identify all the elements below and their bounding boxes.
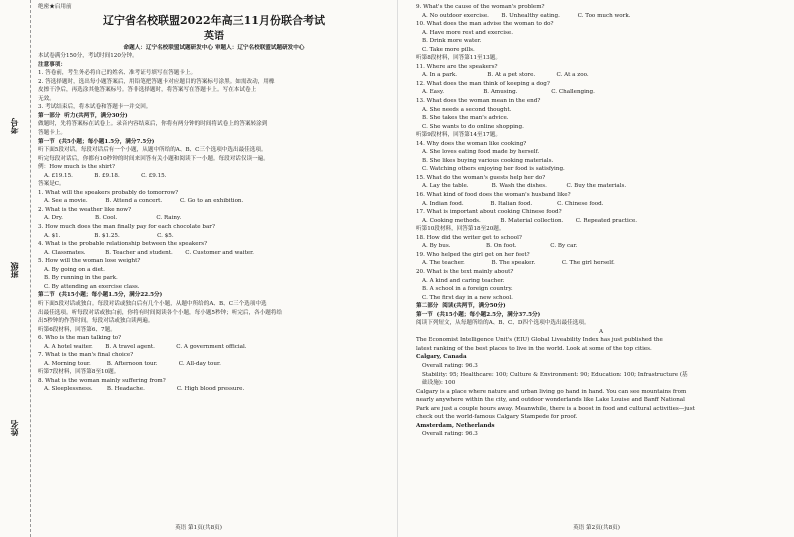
text-line: 听完每段对话后，你都有10秒钟的时间来回答有关小题和阅读下一小题。每段对话仅读一遍。 <box>38 155 269 162</box>
candidate-info-strip <box>0 0 31 537</box>
text-line: 第一节 (共15小题；每小题2.5分，满分37.5分) <box>416 311 541 318</box>
text-line: 皮擦干净后，再选涂其他答案标号。答非选择题时，将答案写在答题卡上。写在本试卷上 <box>38 87 257 94</box>
question-line: 1. 答卷前，考生务必将自己的姓名、准考证号填写在答题卡上。 <box>38 70 197 77</box>
text-line: Overall rating: 96.3 <box>422 362 478 369</box>
right-page-body <box>416 3 786 439</box>
option-line: B. By running in the park. <box>44 275 118 282</box>
option-line: A. Dry. B. Cool. C. Rainy. <box>44 215 182 222</box>
name-label: 姓名 <box>9 420 19 436</box>
option-line: B. She likes buying various cooking materials. <box>422 157 554 164</box>
question-line: 18. How did the writer get to school? <box>416 234 522 241</box>
text-line: A <box>598 328 604 335</box>
text-line: Amsterdam, Netherlands <box>416 422 495 429</box>
left-page-body <box>38 52 390 394</box>
text-line: 答题卡上。 <box>38 130 66 137</box>
left-page-content <box>38 3 390 394</box>
option-line: A. She loves eating food made by herself. <box>422 149 540 156</box>
option-line: A. A kind and caring teacher. <box>422 277 505 284</box>
option-line: A. By bus. B. On foot. C. By car. <box>422 243 578 250</box>
option-line: A. In a park. B. At a pet store. C. At a zoo. <box>422 72 589 79</box>
question-line: 12. What does the man think of keeping a dog? <box>416 80 550 87</box>
option-line: A. A hotel waiter. B. A travel agent. C. A government official. <box>44 343 247 350</box>
right-page-content <box>416 3 786 439</box>
text-line: Stability: 95; Healthcare: 100; Culture & Environment: 90; Education: 100; Infrastructure (基 <box>422 371 688 378</box>
class-label: 班级 <box>9 262 19 278</box>
text-line: Calgary, Canada <box>416 354 467 361</box>
option-line: A. She needs a second thought. <box>422 106 512 113</box>
option-line: A. The teacher. B. The speaker. C. The girl herself. <box>422 260 615 267</box>
text-line: 做题时，先将答案标在试卷上。录音内容结束后，你将有两分钟的时间将试卷上的答案转涂到 <box>38 121 268 128</box>
text-line: 无效。 <box>38 95 55 102</box>
text-line: 听第7段材料，回答第8至10题。 <box>38 369 120 376</box>
question-line: 8. What is the woman mainly suffering from? <box>38 377 166 384</box>
option-line: A. Sleeplessness. B. Headache. C. High blood pressure. <box>44 386 245 393</box>
text-line: check out the world-famous Calgary Stampede for proof. <box>416 414 578 421</box>
question-line: 7. What is the man's final choice? <box>38 352 134 359</box>
option-line: A. No outdoor exercise. B. Unhealthy eating. C. Too much work. <box>422 12 631 19</box>
option-line: B. A school in a foreign country. <box>422 286 513 293</box>
text-line: Calgary is a place where nature and urban living go hand in hand. You can see mountains from <box>416 388 687 395</box>
question-line: 5. How will the woman lose weight? <box>38 258 141 265</box>
option-line: C. Watching others enjoying her food is satisfying. <box>422 166 565 173</box>
text-line: 第二部分 阅读(共两节，满分50分) <box>416 303 506 310</box>
text-line: 阅读下列短文，从每题所给的A、B、C、D四个选项中选出最佳选项。 <box>416 320 590 327</box>
question-line: 15. What do the woman's guests help her do? <box>416 174 546 181</box>
question-line: 10. What does the man advise the woman to do? <box>416 21 554 28</box>
option-line: A. Classmates. B. Teacher and student. C. Customer and waiter. <box>44 249 254 256</box>
text-line: 听第10段材料，回答第18至20题。 <box>416 226 505 233</box>
text-line: 听下面5段对话或独白。每段对话或独白后有几个小题，从题中所给的A、B、C三个选项中选 <box>38 300 267 307</box>
text-line: 听第9段材料，回答第14至17题。 <box>416 132 501 139</box>
question-line: 2. 答选择题时，选出每小题答案后，用铅笔把答题卡对应题目的答案标号涂黑。如需改动，用橡 <box>38 78 275 85</box>
option-line: A. Cooking methods. B. Material collection. C. Repeated practice. <box>422 217 638 224</box>
text-line: The Economist Intelligence Unit's (EIU) Global Liveability Index has just published the <box>416 337 663 344</box>
text-line: Park are just a couple hours away. Meanwhile, there is a boost in food and cultural activities—just <box>416 405 695 412</box>
question-line: 14. Why does the woman like cooking? <box>416 140 527 147</box>
text-line: 第一部分 听力(共两节，满分30分) <box>38 112 128 119</box>
option-line: C. She wants to do online shopping. <box>422 123 524 130</box>
exam-header <box>38 3 390 52</box>
option-line: A. Lay the table. B. Wash the dishes. C. Buy the materials. <box>422 183 627 190</box>
right-page <box>397 0 794 537</box>
text-line: 听第8段材料，回答第11至13题。 <box>416 55 501 62</box>
option-line: A. Easy. B. Amusing. C. Challenging. <box>422 89 595 96</box>
option-line: A. Morning tour. B. Afternoon tour. C. All-day tour. <box>44 360 221 367</box>
text-line: nearly anywhere within the city, and outdoor wonderlands like Lake Louise and Banff National <box>416 397 685 404</box>
option-line: C. The first day in a new school. <box>422 294 513 301</box>
option-line: A. See a movie. B. Attend a concert. C. Go to an exhibition. <box>44 198 244 205</box>
text-line: 第一节 (共5小题；每小题1.5分，满分7.5分) <box>38 138 155 145</box>
page-footer: 英语 第2页(共8页) <box>573 525 620 531</box>
authors-line: 命题人：辽宁名校联盟试题研发中心 审题人：辽宁名校联盟试题研发中心 <box>123 44 305 51</box>
question-line: 11. Where are the speakers? <box>416 63 498 70</box>
question-line: 20. What is the text mainly about? <box>416 268 514 275</box>
option-line: C. By attending an exercise class. <box>44 283 140 290</box>
text-line: 础设施): 100 <box>422 380 456 387</box>
option-line: B. Drink more water. <box>422 38 482 45</box>
exam-number-label: 考号 <box>9 118 19 134</box>
question-line: 3. 考试结束后，将本试卷和答题卡一并交回。 <box>38 104 152 111</box>
text-line: 听下面5段对话。每段对话后有一个小题，从题中所给的A、B、C三个选项中选出最佳选项。 <box>38 147 267 154</box>
question-line: 1. What will the speakers probably do tomorrow? <box>38 189 179 196</box>
subject-title: 英语 <box>204 30 224 42</box>
option-line: C. Take more pills. <box>422 46 475 53</box>
question-line: 17. What is important about cooking Chinese food? <box>416 209 562 216</box>
question-line: 2. What is the weather like now? <box>38 206 132 213</box>
exam-title: 辽宁省名校联盟2022年高三11月份联合考试 <box>103 13 325 27</box>
text-line: 答案是C。 <box>38 181 65 188</box>
option-line: A. Indian food. B. Italian food. C. Chinese food. <box>422 200 604 207</box>
option-line: A. $1. B. $1.25. C. $5. <box>44 232 174 239</box>
question-line: 13. What does the woman mean in the end? <box>416 98 541 105</box>
option-line: A. £19.15. B. £9.18. C. £9.15. <box>44 172 167 179</box>
question-line: 4. What is the probable relationship between the speakers? <box>38 241 208 248</box>
question-line: 19. Who helped the girl get on her feet? <box>416 251 530 258</box>
confidential-label: 绝密★启用前 <box>38 4 72 10</box>
question-line: 16. What kind of food does the woman's husband like? <box>416 192 571 199</box>
text-line: 第二节 (共15小题；每小题1.5分，满分22.5分) <box>38 292 163 299</box>
option-line: A. By going on a diet. <box>44 266 105 273</box>
text-line: Overall rating: 96.3 <box>422 431 478 438</box>
text-line: 例：How much is the shirt? <box>38 164 115 171</box>
question-line: 6. Who is the man talking to? <box>38 335 122 342</box>
option-line: A. Have more rest and exercise. <box>422 29 513 36</box>
page-footer: 英语 第1页(共8页) <box>175 525 222 531</box>
text-line: 听第6段材料，回答第6、7题。 <box>38 326 116 333</box>
text-line: 出最佳选项。听每段对话或独白前，你将有时间阅读各个小题，每小题5秒钟；听完后，各小题将给 <box>38 309 283 316</box>
question-line: 9. What's the cause of the woman's problem? <box>416 4 545 10</box>
text-line: 注意事项： <box>38 61 66 68</box>
text-line: latest ranking of the best places to live in the world. Look at some of the top cities. <box>416 345 652 352</box>
text-line: 本试卷满分150分，考试时间120分钟。 <box>38 53 138 60</box>
question-line: 3. How much does the man finally pay for each chocolate bar? <box>38 224 215 231</box>
text-line: 出5秒钟的作答时间。每段对话或独白读两遍。 <box>38 318 154 325</box>
option-line: B. She takes the man's advice. <box>422 115 509 122</box>
